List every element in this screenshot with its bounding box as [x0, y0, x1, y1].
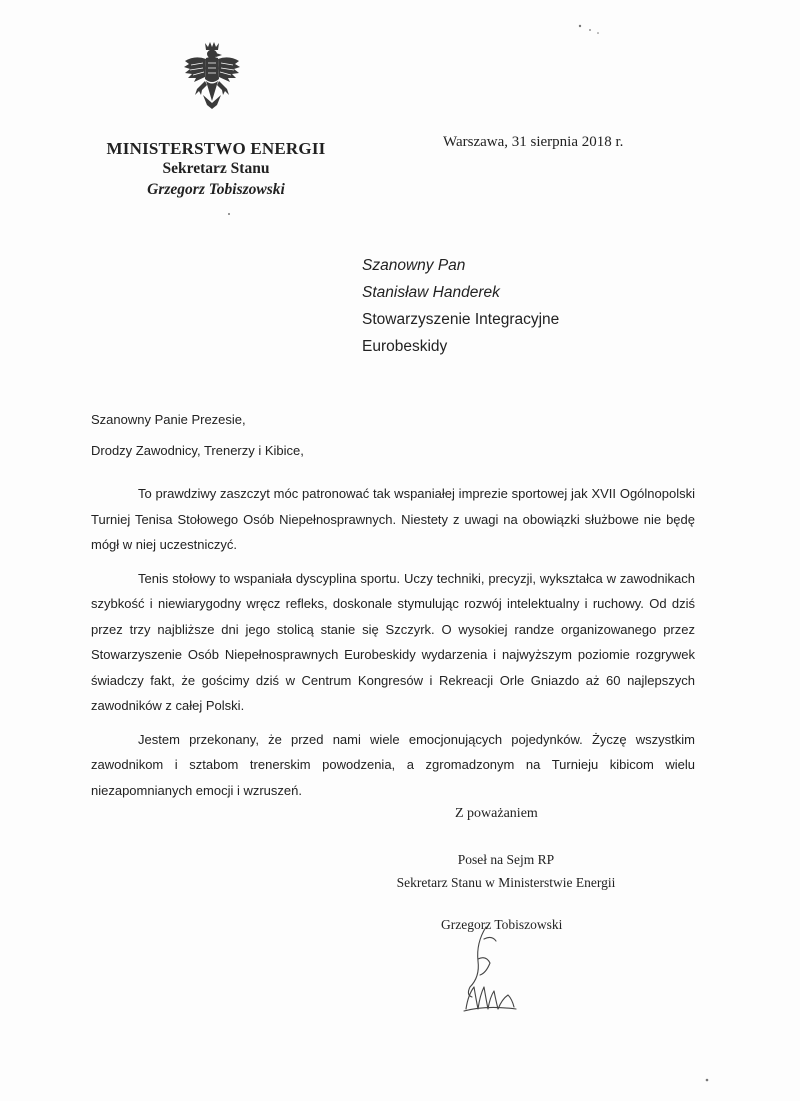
addressee-greeting: Szanowny Pan — [362, 257, 466, 274]
body-paragraph: Jestem przekonany, że przed nami wiele emocjonujących pojedynków. Życzę wszystkim zawodnikom i sztabom trenerskim powodzenia, a zgromadzonym na Turnieju kibicom wielu niezapomnianych emocji i wzruszeń. — [91, 731, 695, 798]
addressee-organization-cont: Eurobeskidy — [362, 338, 448, 355]
salutation — [91, 404, 304, 466]
handwritten-signature-icon — [456, 925, 526, 1017]
signature-block — [390, 848, 622, 894]
addressee-block — [362, 252, 559, 360]
salutation-line: Szanowny Panie Prezesie, — [91, 412, 246, 427]
letter-date: Warszawa, 31 sierpnia 2018 r. — [443, 134, 624, 150]
letter-body — [91, 481, 695, 811]
sender-position: Sekretarz Stanu — [162, 160, 270, 177]
addressee-name: Stanisław Handerek — [362, 284, 500, 301]
body-paragraph: Tenis stołowy to wspaniała dyscyplina sportu. Uczy techniki, precyzji, wykształca w zawodnikach szybkość i niewiarygodny wręcz refleks, doskonale stymulując rozwój intelektualny i ruchowy. Od dziś przez trzy najbliższe dni jego stolicą stanie się Szczyrk. O wysokiej randze organizowanego przez Stowarzyszenie Osób Niepełnosprawnych Eurobeskidy wydarzenia i najwyższym poziomie rozgrywek świadczy fakt, że gościmy dziś w Centrum Kongresów i Rekreacji Orle Gniazdo aż 60 najlepszych zawodników z całej Polski. — [91, 570, 695, 713]
polish-eagle-emblem-icon — [181, 39, 243, 111]
addressee-organization: Stowarzyszenie Integracyjne — [362, 311, 560, 328]
body-paragraph: To prawdziwy zaszczyt móc patronować tak wspaniałej imprezie sportowej jak XVII Ogólnopolski Turniej Tenisa Stołowego Osób Niepełnosprawnych. Niestety z uwagi na obowiązki służbowe nie będę mógł w niej uczestniczyć. — [91, 486, 695, 552]
closing: Z poważaniem — [455, 806, 538, 821]
signer-name: Grzegorz Tobiszowski — [441, 917, 563, 932]
sender-name: Grzegorz Tobiszowski — [147, 181, 285, 198]
signer-title: Poseł na Sejm RP — [457, 852, 555, 867]
signer-position: Sekretarz Stanu w Ministerstwie Energii — [396, 875, 616, 890]
letterhead — [96, 138, 336, 200]
salutation-line: Drodzy Zawodnicy, Trenerzy i Kibice, — [91, 443, 304, 458]
ministry-name: MINISTERSTWO ENERGII — [106, 139, 326, 158]
